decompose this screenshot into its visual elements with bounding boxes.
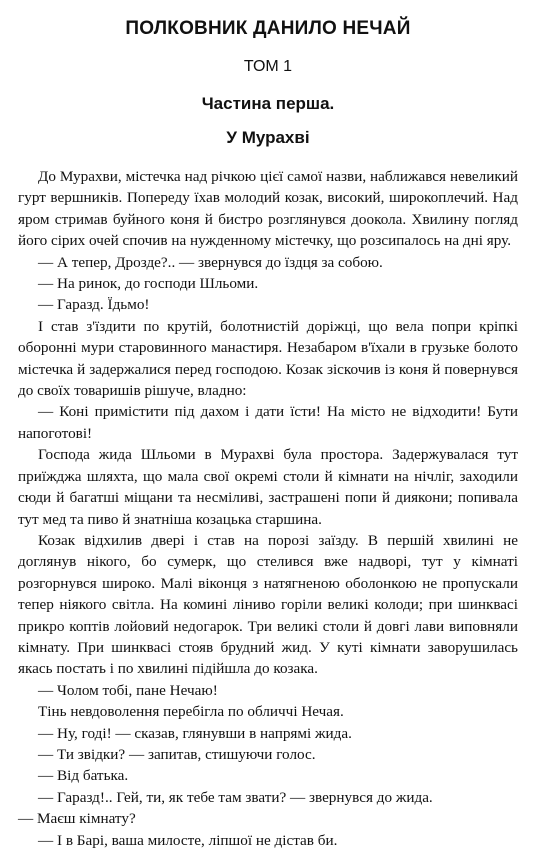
volume-label: ТОМ 1: [243, 58, 293, 75]
paragraph: — Чолом тобі, пане Нечаю!: [38, 681, 218, 699]
paragraph: — Гаразд. Їдьмо!: [38, 296, 150, 314]
paragraph: — Коні примістити під дахом і дати їсти! На місто не відходити! Бути напоготові!: [18, 403, 518, 442]
paragraph: — На ринок, до господи Шльоми.: [38, 275, 259, 293]
paragraph: Господа жида Шльоми в Мурахві була простора. Задержувалася тут приїжджа шляхта, що мала свої окремі столи й кімнати на нічліг, заходили сюди й багатші міщани та несміливі, застрашені попи й диякони; попивала тут мед та пиво й знатніша козацька старшина.: [18, 446, 518, 528]
paragraph: — Ти звідки? — запитав, стишуючи голос.: [38, 745, 316, 763]
paragraph: — Ну, годі! — сказав, глянувши в напрямі жида.: [38, 724, 352, 742]
paragraph: І став з'їздити по крутій, болотнистій доріжці, що вела попри кріпкі оборонні мури старовинного манастиря. Незабаром в'їхали в грузьке болото містечка й задержалися перед господою. Козак зіскочив із коня й повернувся до своїх товаришів рішуче, владно:: [18, 317, 518, 400]
paragraph: — А тепер, Дрозде?.. — звернувся до їздця за собою.: [38, 253, 383, 271]
paragraph: До Мурахви, містечка над річкою цієї самої назви, наближався невеликий гурт вершників. Попереду їхав молодий козак, високий, широкоплечий. Над яром стримав буйного коня й бистро розглянувся доокола. Хвилину погляд його сірих очей спочив на нужденному містечку, що розсипалось на дні яру.: [18, 168, 518, 250]
book-title: ПОЛКОВНИК ДАНИЛО НЕЧАЙ: [125, 18, 411, 39]
paragraph: — І в Барі, ваша милосте, ліпшої не дістав би.: [38, 831, 338, 849]
chapter-heading: У Мурахві: [226, 128, 310, 147]
chapter-text: [18, 166, 518, 851]
paragraph: — Гаразд!.. Гей, ти, як тебе там звати? — звернувся до жида.: [38, 788, 433, 806]
paragraph: Козак відхилив двері і став на порозі заїзду. В першій хвилині не доглянув нікого, бо сумерк, що стелився вже надворі, тут у кімнаті розгорнувся широко. Малі віконця з натягненою оболонкою не пропускали тепер ніякого світла. На комині ліниво горіли великі колоди; при шинквасі прикро коптів лойовий недогарок. Три великі столи й довгі лави виповняли кімнату. При шинквасі стояв брудний жид. У куті кімнати заворушилась якась постать і по хвилині підійшла до козака.: [18, 531, 518, 678]
paragraph: — Маєш кімнату?: [18, 810, 136, 828]
part-heading: Частина перша.: [201, 94, 335, 113]
paragraph: — Від батька.: [38, 767, 129, 785]
paragraph: Тінь невдоволення перебігла по обличчі Нечая.: [38, 703, 344, 721]
